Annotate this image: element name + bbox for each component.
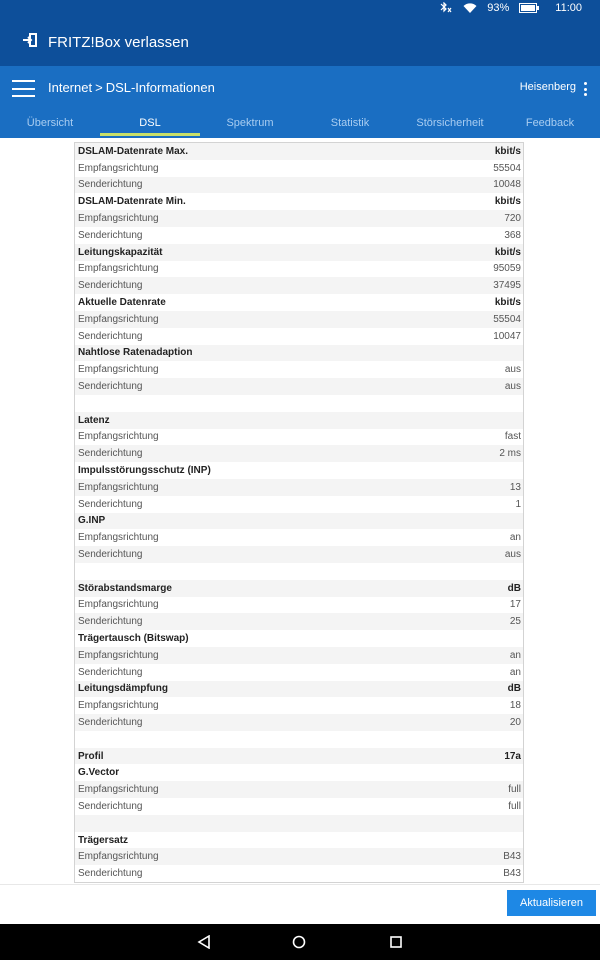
table-section-header <box>75 630 523 647</box>
table-row <box>75 479 523 496</box>
exit-label[interactable]: FRITZ!Box verlassen <box>48 33 189 51</box>
row-label: Impulsstörungsschutz (INP) <box>78 465 211 477</box>
row-label: Senderichtung <box>78 716 143 728</box>
tab-stoersicherheit[interactable]: Störsicherheit <box>416 117 484 129</box>
row-label: Profil <box>78 750 104 762</box>
row-value: 55504 <box>493 313 521 325</box>
table-row <box>75 865 523 882</box>
table-row <box>75 378 523 395</box>
table-section-header <box>75 244 523 261</box>
logout-icon <box>22 32 38 53</box>
row-label: Aktuelle Datenrate <box>78 297 166 309</box>
refresh-button[interactable]: Aktualisieren <box>507 890 596 916</box>
row-label: Senderichtung <box>78 280 143 292</box>
breadcrumb-root[interactable]: Internet <box>48 80 93 95</box>
row-label: Trägertausch (Bitswap) <box>78 633 189 644</box>
table-row <box>75 731 523 748</box>
row-label: Senderichtung <box>78 800 143 812</box>
back-icon[interactable] <box>197 935 211 949</box>
status-bar <box>0 0 600 18</box>
row-value: 37495 <box>493 280 521 292</box>
row-value: 17 <box>509 599 521 611</box>
row-label: Empfangsrichtung <box>78 431 159 443</box>
row-value: kbit/s <box>494 145 521 157</box>
nav-bar <box>0 66 600 110</box>
row-value: fast <box>504 431 521 443</box>
row-label: Empfangsrichtung <box>78 532 159 544</box>
table-section-header <box>75 580 523 597</box>
row-value: dB <box>507 683 521 695</box>
table-row <box>75 445 523 462</box>
row-label: Empfangsrichtung <box>78 700 159 712</box>
row-label: G.Vector <box>78 767 120 779</box>
row-value: 25 <box>509 616 521 628</box>
tab-statistik[interactable]: Statistik <box>330 117 370 129</box>
footer-bar <box>0 884 600 924</box>
row-label: Leitungsdämpfung <box>78 683 168 695</box>
row-value: 1 <box>515 498 521 510</box>
table-row <box>75 546 523 563</box>
table-section-header <box>75 462 523 479</box>
row-label: Latenz <box>78 414 110 426</box>
table-row <box>75 613 523 630</box>
table-section-header <box>75 143 523 160</box>
row-label: Senderichtung <box>78 448 143 460</box>
table-row <box>75 664 523 681</box>
battery-level: 93% <box>487 2 510 14</box>
table-section-header <box>75 748 523 765</box>
table-row <box>75 697 523 714</box>
table-section-header <box>75 193 523 210</box>
row-label: Empfangsrichtung <box>78 313 159 325</box>
wifi-icon <box>463 3 477 14</box>
table-row <box>75 848 523 865</box>
row-value: 13 <box>509 481 521 493</box>
row-value: 10048 <box>493 179 521 191</box>
exit-bar[interactable] <box>0 18 600 66</box>
row-value: 95059 <box>493 263 521 275</box>
table-row <box>75 395 523 412</box>
breadcrumb <box>48 80 215 95</box>
row-label: Störabstandsmarge <box>78 582 172 594</box>
row-value: 2 ms <box>499 448 521 460</box>
row-label: Empfangsrichtung <box>78 599 159 611</box>
table-row <box>75 210 523 227</box>
row-value: B43 <box>503 851 521 863</box>
row-label: Senderichtung <box>78 666 143 678</box>
tab-bar <box>0 110 600 138</box>
row-value: dB <box>507 582 521 594</box>
table-row <box>75 714 523 731</box>
clock: 11:00 <box>555 2 582 14</box>
row-value: 18 <box>509 700 521 712</box>
row-value: kbit/s <box>494 297 521 309</box>
row-label: Empfangsrichtung <box>78 162 159 174</box>
table-section-header <box>75 345 523 362</box>
row-value: full <box>508 800 521 812</box>
row-value: aus <box>504 364 521 376</box>
table-row <box>75 361 523 378</box>
table-row <box>75 798 523 815</box>
table-row <box>75 563 523 580</box>
row-value: 368 <box>504 229 521 241</box>
row-label: Leitungskapazität <box>78 246 163 258</box>
row-value: 20 <box>509 716 521 728</box>
table-row <box>75 815 523 832</box>
row-value: aus <box>504 549 521 561</box>
menu-icon[interactable] <box>12 80 35 97</box>
row-value: B43 <box>503 868 521 880</box>
table-row <box>75 429 523 446</box>
table-row <box>75 781 523 798</box>
row-label: Empfangsrichtung <box>78 263 159 275</box>
table-row <box>75 177 523 194</box>
row-value: an <box>509 666 521 678</box>
row-label: Senderichtung <box>78 498 143 510</box>
row-value: an <box>509 649 521 661</box>
row-value: kbit/s <box>494 246 521 258</box>
row-label: Senderichtung <box>78 229 143 241</box>
tab-feedback[interactable]: Feedback <box>525 117 575 129</box>
breadcrumb-separator: > <box>95 80 103 95</box>
table-row <box>75 529 523 546</box>
row-label: Senderichtung <box>78 549 143 561</box>
row-label: Senderichtung <box>78 381 143 393</box>
row-value: full <box>508 784 521 796</box>
table-section-header <box>75 832 523 849</box>
breadcrumb-page: DSL-Informationen <box>105 80 215 95</box>
android-nav-bar <box>0 924 600 960</box>
row-value: 17a <box>504 750 521 762</box>
table-row <box>75 597 523 614</box>
table-section-header <box>75 412 523 429</box>
tab-dsl[interactable]: DSL <box>100 110 200 138</box>
row-label: Empfangsrichtung <box>78 481 159 493</box>
user-name[interactable]: Heisenberg <box>519 81 576 93</box>
row-label: Empfangsrichtung <box>78 213 159 225</box>
row-label: Empfangsrichtung <box>78 364 159 376</box>
table-row <box>75 328 523 345</box>
row-label: Senderichtung <box>78 616 143 628</box>
table-section-header <box>75 513 523 530</box>
row-value: an <box>509 532 521 544</box>
row-label: DSLAM-Datenrate Min. <box>78 196 186 208</box>
more-options-icon[interactable] <box>584 82 588 96</box>
recents-icon[interactable] <box>389 935 403 949</box>
row-label: Empfangsrichtung <box>78 851 159 863</box>
table-row <box>75 160 523 177</box>
table-row <box>75 261 523 278</box>
battery-icon <box>519 3 539 13</box>
table-section-header <box>75 681 523 698</box>
row-label: Nahtlose Ratenadaption <box>78 347 193 359</box>
table-section-header <box>75 294 523 311</box>
table-row <box>75 496 523 513</box>
row-value: 720 <box>504 213 521 225</box>
row-value: aus <box>504 381 521 393</box>
row-label: G.INP <box>78 515 106 527</box>
row-value: kbit/s <box>494 196 521 208</box>
row-label: Senderichtung <box>78 330 143 342</box>
row-value: 55504 <box>493 162 521 174</box>
tab-spektrum[interactable]: Spektrum <box>226 117 274 129</box>
tab-uebersicht[interactable]: Übersicht <box>26 117 74 129</box>
content-area[interactable] <box>0 138 600 884</box>
dsl-info-table <box>74 142 524 883</box>
row-label: Senderichtung <box>78 179 143 191</box>
row-value: 10047 <box>493 330 521 342</box>
row-label: Empfangsrichtung <box>78 649 159 661</box>
table-section-header <box>75 764 523 781</box>
table-row <box>75 647 523 664</box>
bluetooth-icon <box>439 2 453 14</box>
table-row <box>75 277 523 294</box>
row-label: DSLAM-Datenrate Max. <box>78 145 189 157</box>
row-label: Empfangsrichtung <box>78 784 159 796</box>
table-row <box>75 311 523 328</box>
row-label: Senderichtung <box>78 868 143 880</box>
row-label: Trägersatz <box>78 834 129 846</box>
home-icon[interactable] <box>292 935 306 949</box>
table-row <box>75 227 523 244</box>
